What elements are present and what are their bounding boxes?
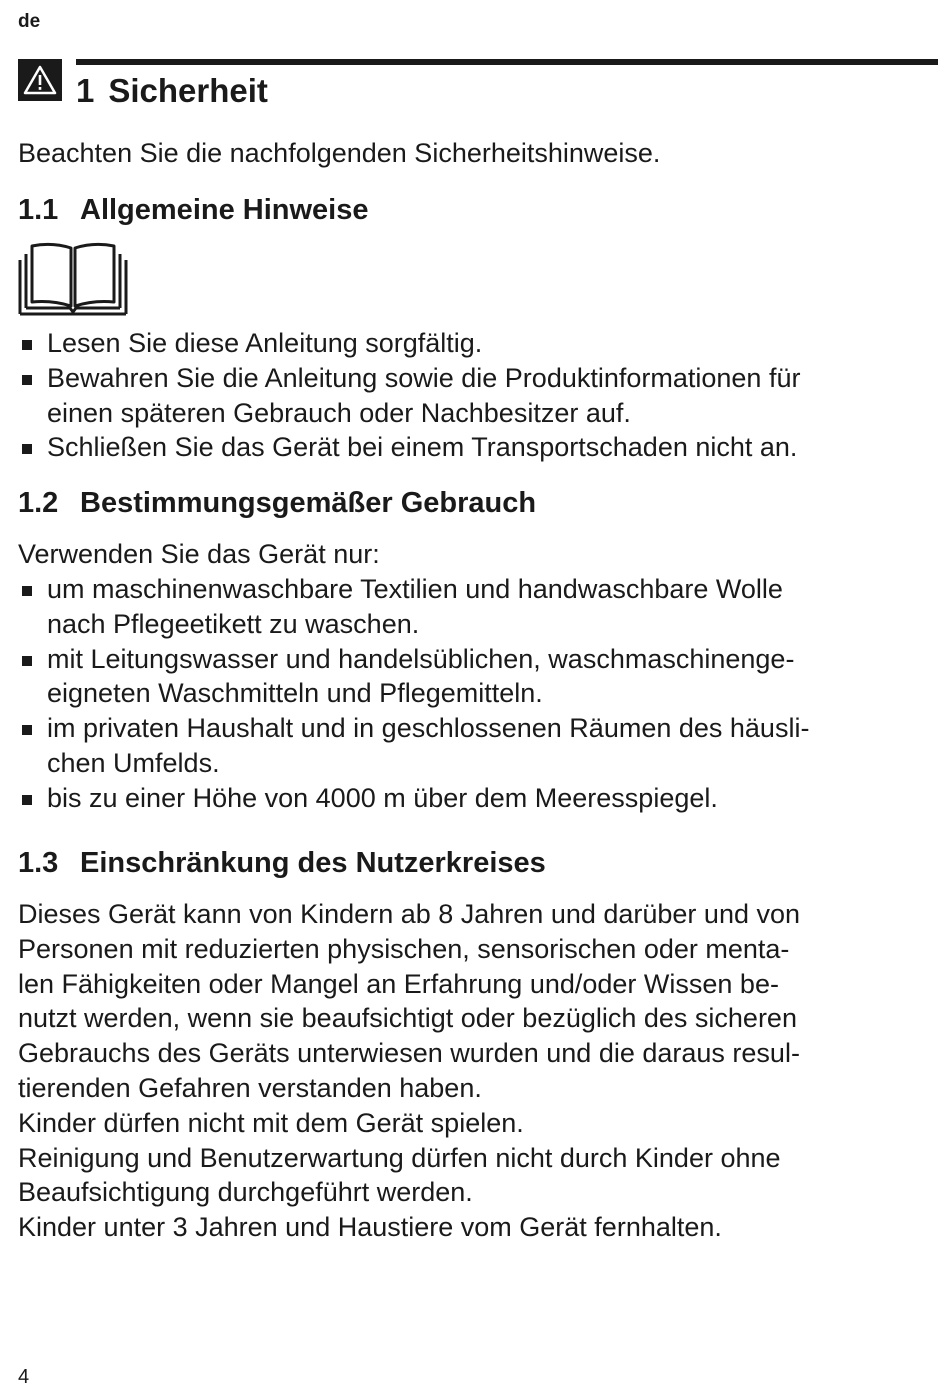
chapter-number: 1	[76, 72, 95, 109]
open-book-icon	[18, 240, 128, 321]
section-title: Allgemeine Hinweise	[80, 194, 369, 226]
body-line: Reinigung und Benutzerwartung dürfen nicht durch Kinder ohne	[18, 1142, 781, 1173]
body-line: Kinder dürfen nicht mit dem Gerät spielen.	[18, 1107, 524, 1138]
section-number: 1.1	[18, 194, 59, 226]
list-item: im privaten Haushalt und in geschlossenen Räumen des häusli- chen Umfelds.	[18, 711, 933, 781]
section-heading-1-3	[18, 847, 546, 880]
warning-triangle-icon	[18, 59, 62, 101]
bullet-icon	[22, 586, 32, 596]
section-intro-1-2: Verwenden Sie das Gerät nur:	[18, 539, 380, 569]
body-line: Kinder unter 3 Jahren und Haustiere vom Gerät fernhalten.	[18, 1212, 722, 1243]
section-title: Bestimmungsgemäßer Gebrauch	[80, 487, 537, 519]
chapter-intro: Beachten Sie die nachfolgenden Sicherheitshinweise.	[18, 138, 661, 168]
list-section-1-2	[18, 572, 933, 816]
body-line: Gebrauchs des Geräts unterwiesen wurden und die daraus resul-	[18, 1038, 800, 1069]
body-line: len Fähigkeiten oder Mangel an Erfahrung und/oder Wissen be-	[18, 968, 779, 999]
section-body-1-3	[18, 897, 938, 1245]
section-heading-1-1	[18, 194, 369, 227]
bullet-icon	[22, 656, 32, 666]
chapter-rule	[76, 59, 938, 65]
list-item: mit Leitungswasser und handelsüblichen, waschmaschinenge- eigneten Waschmitteln und Pflegemitteln.	[18, 642, 933, 712]
chapter-heading	[76, 72, 268, 110]
list-section-1-1	[18, 326, 933, 465]
body-line: Dieses Gerät kann von Kindern ab 8 Jahren und darüber und von	[18, 899, 801, 929]
bullet-icon	[22, 725, 32, 735]
section-number: 1.2	[18, 487, 59, 519]
section-title: Einschränkung des Nutzerkreises	[80, 847, 546, 879]
list-item: Schließen Sie das Gerät bei einem Transportschaden nicht an.	[18, 430, 933, 465]
body-line: nutzt werden, wenn sie beaufsichtigt oder bezüglich des sicheren	[18, 1003, 797, 1034]
language-tag: de	[18, 11, 41, 32]
bullet-icon	[22, 375, 32, 385]
list-item: Lesen Sie diese Anleitung sorgfältig.	[18, 326, 933, 361]
bullet-icon	[22, 340, 32, 350]
body-line: Personen mit reduzierten physischen, sensorischen oder menta-	[18, 933, 790, 964]
body-line: Beaufsichtigung durchgeführt werden.	[18, 1177, 473, 1208]
bullet-icon	[22, 795, 32, 805]
list-item: Bewahren Sie die Anleitung sowie die Produktinformationen für einen späteren Gebrauch oder Nachbesitzer auf.	[18, 361, 933, 431]
section-number: 1.3	[18, 847, 59, 879]
list-item: um maschinenwaschbare Textilien und handwaschbare Wolle nach Pflegeetikett zu waschen.	[18, 572, 933, 642]
body-line: tierenden Gefahren verstanden haben.	[18, 1072, 482, 1103]
list-item: bis zu einer Höhe von 4000 m über dem Meeresspiegel.	[18, 781, 933, 816]
section-heading-1-2	[18, 487, 536, 520]
chapter-title: Sicherheit	[108, 72, 268, 109]
page-number: 4	[18, 1366, 30, 1388]
bullet-icon	[22, 444, 32, 454]
